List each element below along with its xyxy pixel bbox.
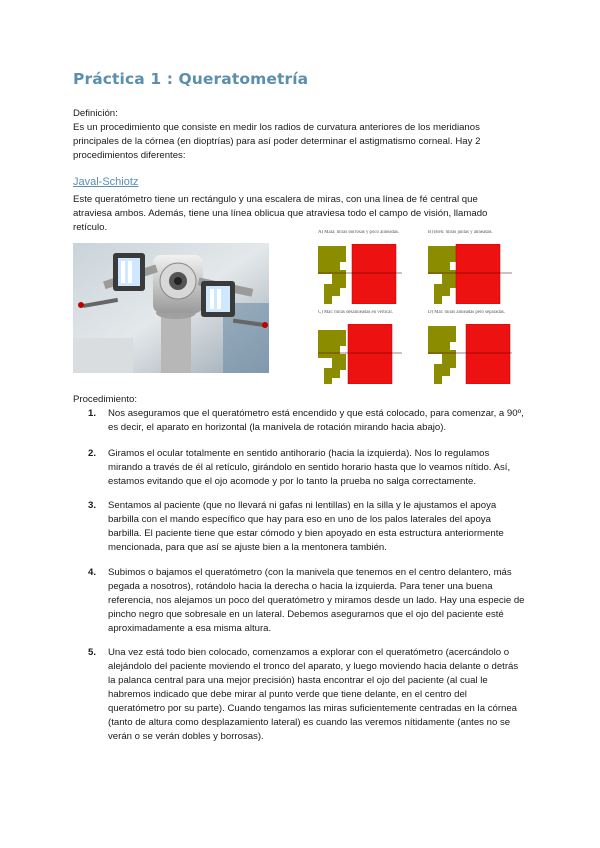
- step-text: Nos aseguramos que el queratómetro está encendido y que está colocado, para comenzar, a 90º, es decir, el aparato en horizontal (la manivela de rotación mirando hacia abajo).: [108, 408, 524, 433]
- mira-diagram-caption: B) Bien: miras juntas y alineadas.: [428, 230, 493, 235]
- step-text: Sentamos al paciente (que no llevará ni gafas ni lentillas) en la silla y le ajustamos el apoya barbilla con el mando específico que hay para eso en uno de los palos laterales del apoya barbilla. El paciente tiene que estar cómodo y bien apoyado en esta estructura anteriormente mencionada, para que así se ajuste bien a la mentonera también.: [108, 500, 504, 553]
- mira-diagram-caption: A) Mala: miras borrosas y poco alineadas.: [318, 230, 400, 235]
- javal-schiotz-heading: Javal-Schiotz: [73, 176, 139, 188]
- mira-diagram-a: [318, 230, 418, 305]
- step-text: Giramos el ocular totalmente en sentido antihorario (hacia la izquierda). Nos lo regulamos mirando a través de él al retículo, girándolo en sentido horario hasta que lo veamos nítido. Así, estamos evitando que el ojo acomode y por lo tanto la prueba no salga correctamente.: [108, 448, 511, 487]
- step-number: 1.: [88, 408, 97, 419]
- step-number: 5.: [88, 647, 97, 658]
- mira-step-shape: [428, 326, 456, 384]
- mira-step-shape: [428, 246, 456, 304]
- mira-step-shape: [318, 330, 346, 384]
- mira-diagram-d: [428, 310, 528, 385]
- mira-rectangle: [348, 324, 392, 384]
- step-text: Subimos o bajamos el queratómetro (con la manivela que tenemos en el centro delantero, más pegada a nosotros), rotándolo hacia la derecha o hacia la izquierda. Para tener una buena referencia, nos alejamos un poco del queratómetro y miramos desde un lado. Hay una especie de pincho negro que sobresale en un lateral. Debemos asegurarnos que el ojo del paciente esté aproximadamente a esa misma altura.: [108, 567, 525, 634]
- step-text: Una vez está todo bien colocado, comenzamos a explorar con el queratómetro (acercándolo o alejándolo del paciente moviendo el tronco del aparato, y luego moviendo hacia delante o detrás la palanca central para una mejor precisión) hasta encontrar el ojo del paciente (al cual le habremos indicado que debe mirar al punto verde que tiene delante, en el centro del queratómetro por su parte). Cuando tengamos las miras suficientemente centradas en la córnea (tanto de altura como desplazamiento lateral) es cuando las veremos nítidamente (antes no se verán o se verán dobles y borrosas).: [108, 647, 519, 742]
- mira-diagram-caption: D) Mal: miras alineadas pero separadas.: [428, 310, 505, 315]
- mira-rectangle: [352, 244, 396, 304]
- definition-label: Definición:: [73, 108, 118, 119]
- step-number: 2.: [88, 448, 97, 459]
- mira-rectangle: [456, 244, 500, 304]
- page-title: Práctica 1 : Queratometría: [73, 70, 309, 88]
- keratometer-photo: [73, 243, 269, 373]
- step-number: 3.: [88, 500, 97, 511]
- mira-step-shape: [318, 246, 346, 304]
- definition-text: Es un procedimiento que consiste en medir los radios de curvatura anteriores de los meridianos principales de la córnea (en dioptrías) para así poder determinar el astigmatismo corneal. Hay 2 procedimientos diferentes:: [73, 122, 481, 161]
- mira-diagram-c: [318, 310, 418, 385]
- javal-schiotz-description: Este queratómetro tiene un rectángulo y una escalera de miras, con una línea de fé central que atraviesa ambos. Además, tiene una línea oblicua que atraviesa todo el campo de visión, llamado retículo.: [73, 194, 488, 233]
- mira-diagram-caption: C) Mal: miras desalineadas en vertical.: [318, 310, 393, 315]
- procedure-label: Procedimiento:: [73, 394, 137, 405]
- mira-diagram-b: [428, 230, 528, 305]
- step-number: 4.: [88, 567, 97, 578]
- mira-rectangle: [466, 324, 510, 384]
